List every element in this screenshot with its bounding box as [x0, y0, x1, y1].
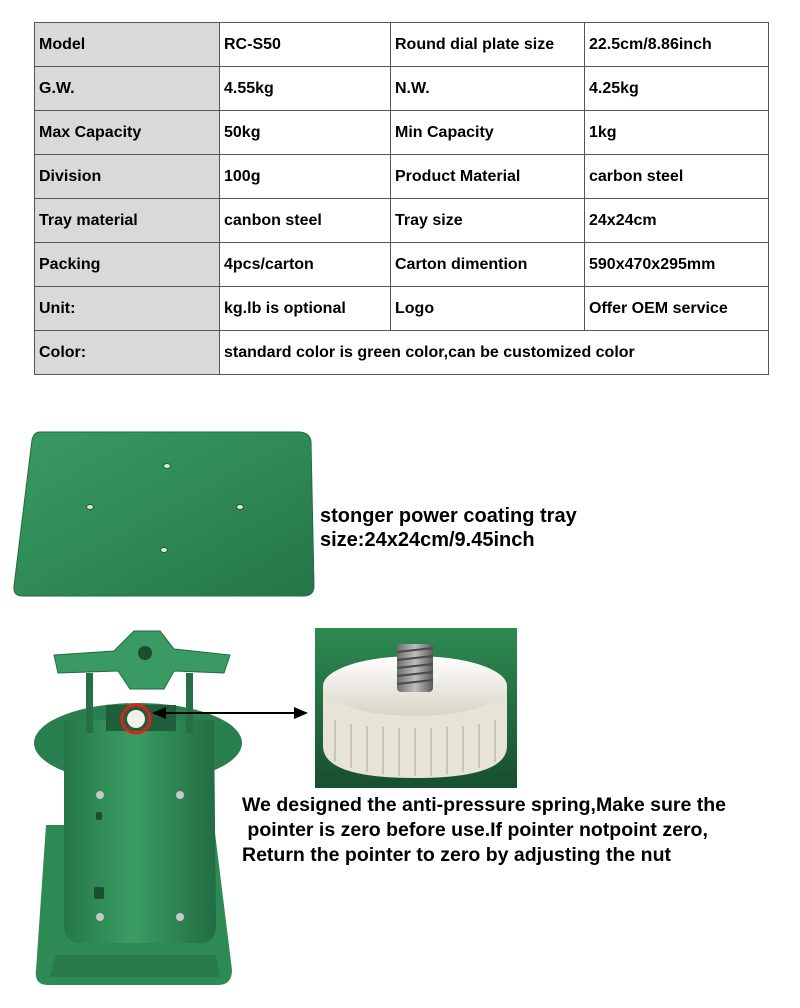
table-row [35, 23, 769, 67]
spec-label: Carton dimention [391, 243, 585, 287]
spec-label: Packing [35, 243, 220, 287]
spec-label: N.W. [391, 67, 585, 111]
spring-caption-line: pointer is zero before use.If pointer notpoint zero, [242, 819, 708, 841]
table-row [35, 287, 769, 331]
spec-label: Tray size [391, 199, 585, 243]
spec-value: 590x470x295mm [585, 243, 769, 287]
scale-body-image [34, 625, 246, 1000]
spec-label: Color: [35, 331, 220, 375]
spec-value: Offer OEM service [585, 287, 769, 331]
spec-value: 1kg [585, 111, 769, 155]
spec-label: Product Material [391, 155, 585, 199]
spec-label: Division [35, 155, 220, 199]
spec-value: 100g [220, 155, 391, 199]
spec-value: kg.lb is optional [220, 287, 391, 331]
spec-label: Min Capacity [391, 111, 585, 155]
spec-value: standard color is green color,can be customized color [220, 331, 769, 375]
spec-value: carbon steel [585, 155, 769, 199]
tray-caption [320, 504, 577, 552]
table-row [35, 331, 769, 375]
table-row [35, 243, 769, 287]
spec-value: 50kg [220, 111, 391, 155]
spec-value: 22.5cm/8.86inch [585, 23, 769, 67]
spec-label: Model [35, 23, 220, 67]
spec-label: Max Capacity [35, 111, 220, 155]
table-row [35, 111, 769, 155]
spec-value: 24x24cm [585, 199, 769, 243]
spec-label: Tray material [35, 199, 220, 243]
spec-table [34, 22, 769, 375]
spring-caption-line: We designed the anti-pressure spring,Make sure the [242, 794, 727, 816]
table-row [35, 199, 769, 243]
tray-image [10, 428, 320, 600]
tray-caption-line: stonger power coating tray [320, 505, 577, 527]
spec-label: Logo [391, 287, 585, 331]
spec-value: 4.25kg [585, 67, 769, 111]
tray-caption-line: size:24x24cm/9.45inch [320, 529, 535, 551]
spec-label: Round dial plate size [391, 23, 585, 67]
spec-value: canbon steel [220, 199, 391, 243]
spring-caption [242, 793, 726, 868]
spring-caption-line: Return the pointer to zero by adjusting the nut [242, 844, 671, 866]
nut-closeup-image [315, 628, 517, 788]
spec-value: RC-S50 [220, 23, 391, 67]
table-row [35, 155, 769, 199]
table-row [35, 67, 769, 111]
spec-label: G.W. [35, 67, 220, 111]
spec-label: Unit: [35, 287, 220, 331]
spec-value: 4pcs/carton [220, 243, 391, 287]
callout-arrow [150, 700, 310, 726]
spec-value: 4.55kg [220, 67, 391, 111]
